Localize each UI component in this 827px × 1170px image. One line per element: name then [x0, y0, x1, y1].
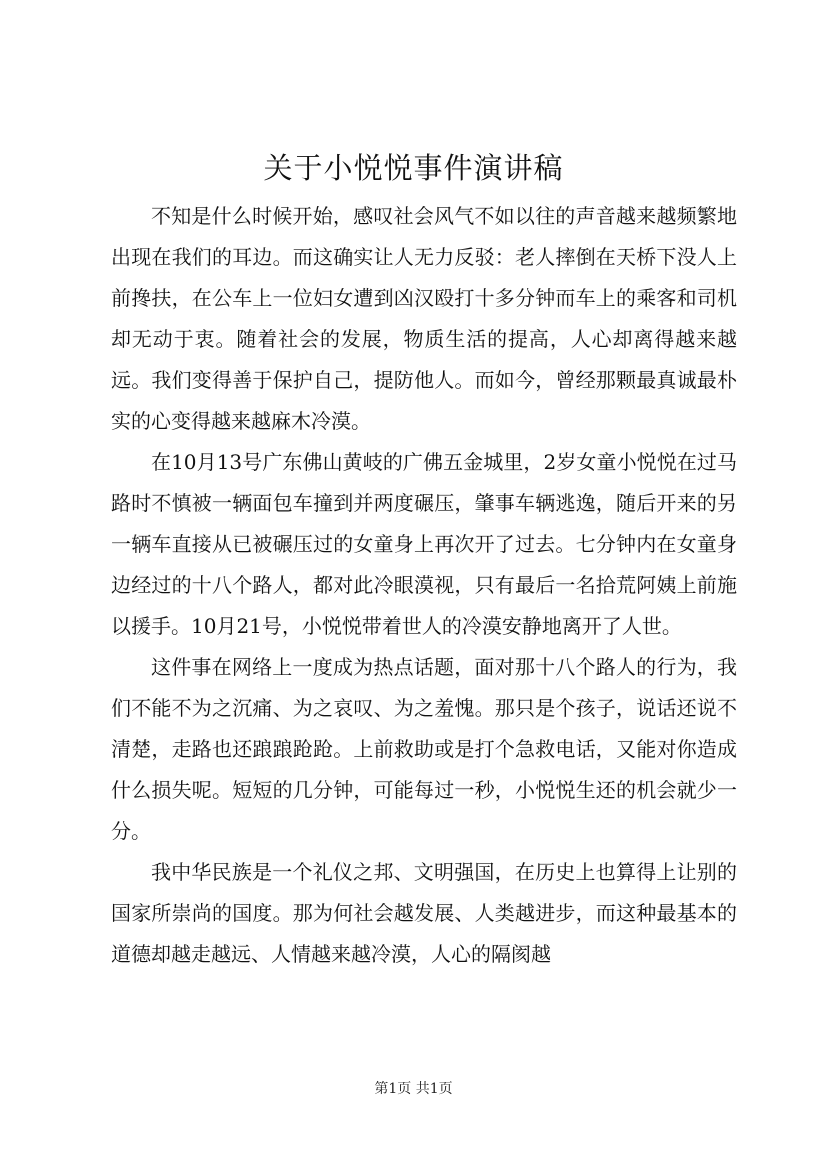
page-footer: 第1页 共1页 [374, 1081, 453, 1097]
paragraph-4: 我中华民族是一个礼仪之邦、文明强国，在历史上也算得上让别的国家所崇尚的国度。那为何社会越发展、人类越进步，而这种最基本的道德却越走越远、人情越来越冷漠，人心的隔阂越 [111, 860, 737, 966]
paragraph-2: 在10月13号广东佛山黄岐的广佛五金城里，2岁女童小悦悦在过马路时不慎被一辆面包车撞到并两度碾压，肇事车辆逃逸，随后开来的另一辆车直接从已被碾压过的女童身上再次开了过去。七分钟内在女童身边经过的十八个路人，都对此冷眼漠视，只有最后一名拾荒阿姨上前施以援手。10月21号，小悦悦带着世人的冷漠安静地离开了人世。 [111, 450, 737, 638]
paragraph-3: 这件事在网络上一度成为热点话题，面对那十八个路人的行为，我们不能不为之沉痛、为之哀叹、为之羞愧。那只是个孩子，说话还说不清楚，走路也还踉踉跄跄。上前救助或是打个急救电话，又能对你造成什么损失呢。短短的几分钟，可能每过一秒，小悦悦生还的机会就少一分。 [111, 655, 737, 843]
document-body [111, 196, 737, 975]
document-title: 关于小悦悦事件演讲稿 [263, 151, 564, 185]
paragraph-1: 不知是什么时候开始，感叹社会风气不如以往的声音越来越频繁地出现在我们的耳边。而这确实让人无力反驳：老人摔倒在天桥下没人上前搀扶，在公车上一位妇女遭到凶汉殴打十多分钟而车上的乘客和司机却无动于衷。随着社会的发展，物质生活的提高，人心却离得越来越远。我们变得善于保护自己，提防他人。而如今，曾经那颗最真诚最朴实的心变得越来越麻木冷漠。 [111, 204, 737, 433]
